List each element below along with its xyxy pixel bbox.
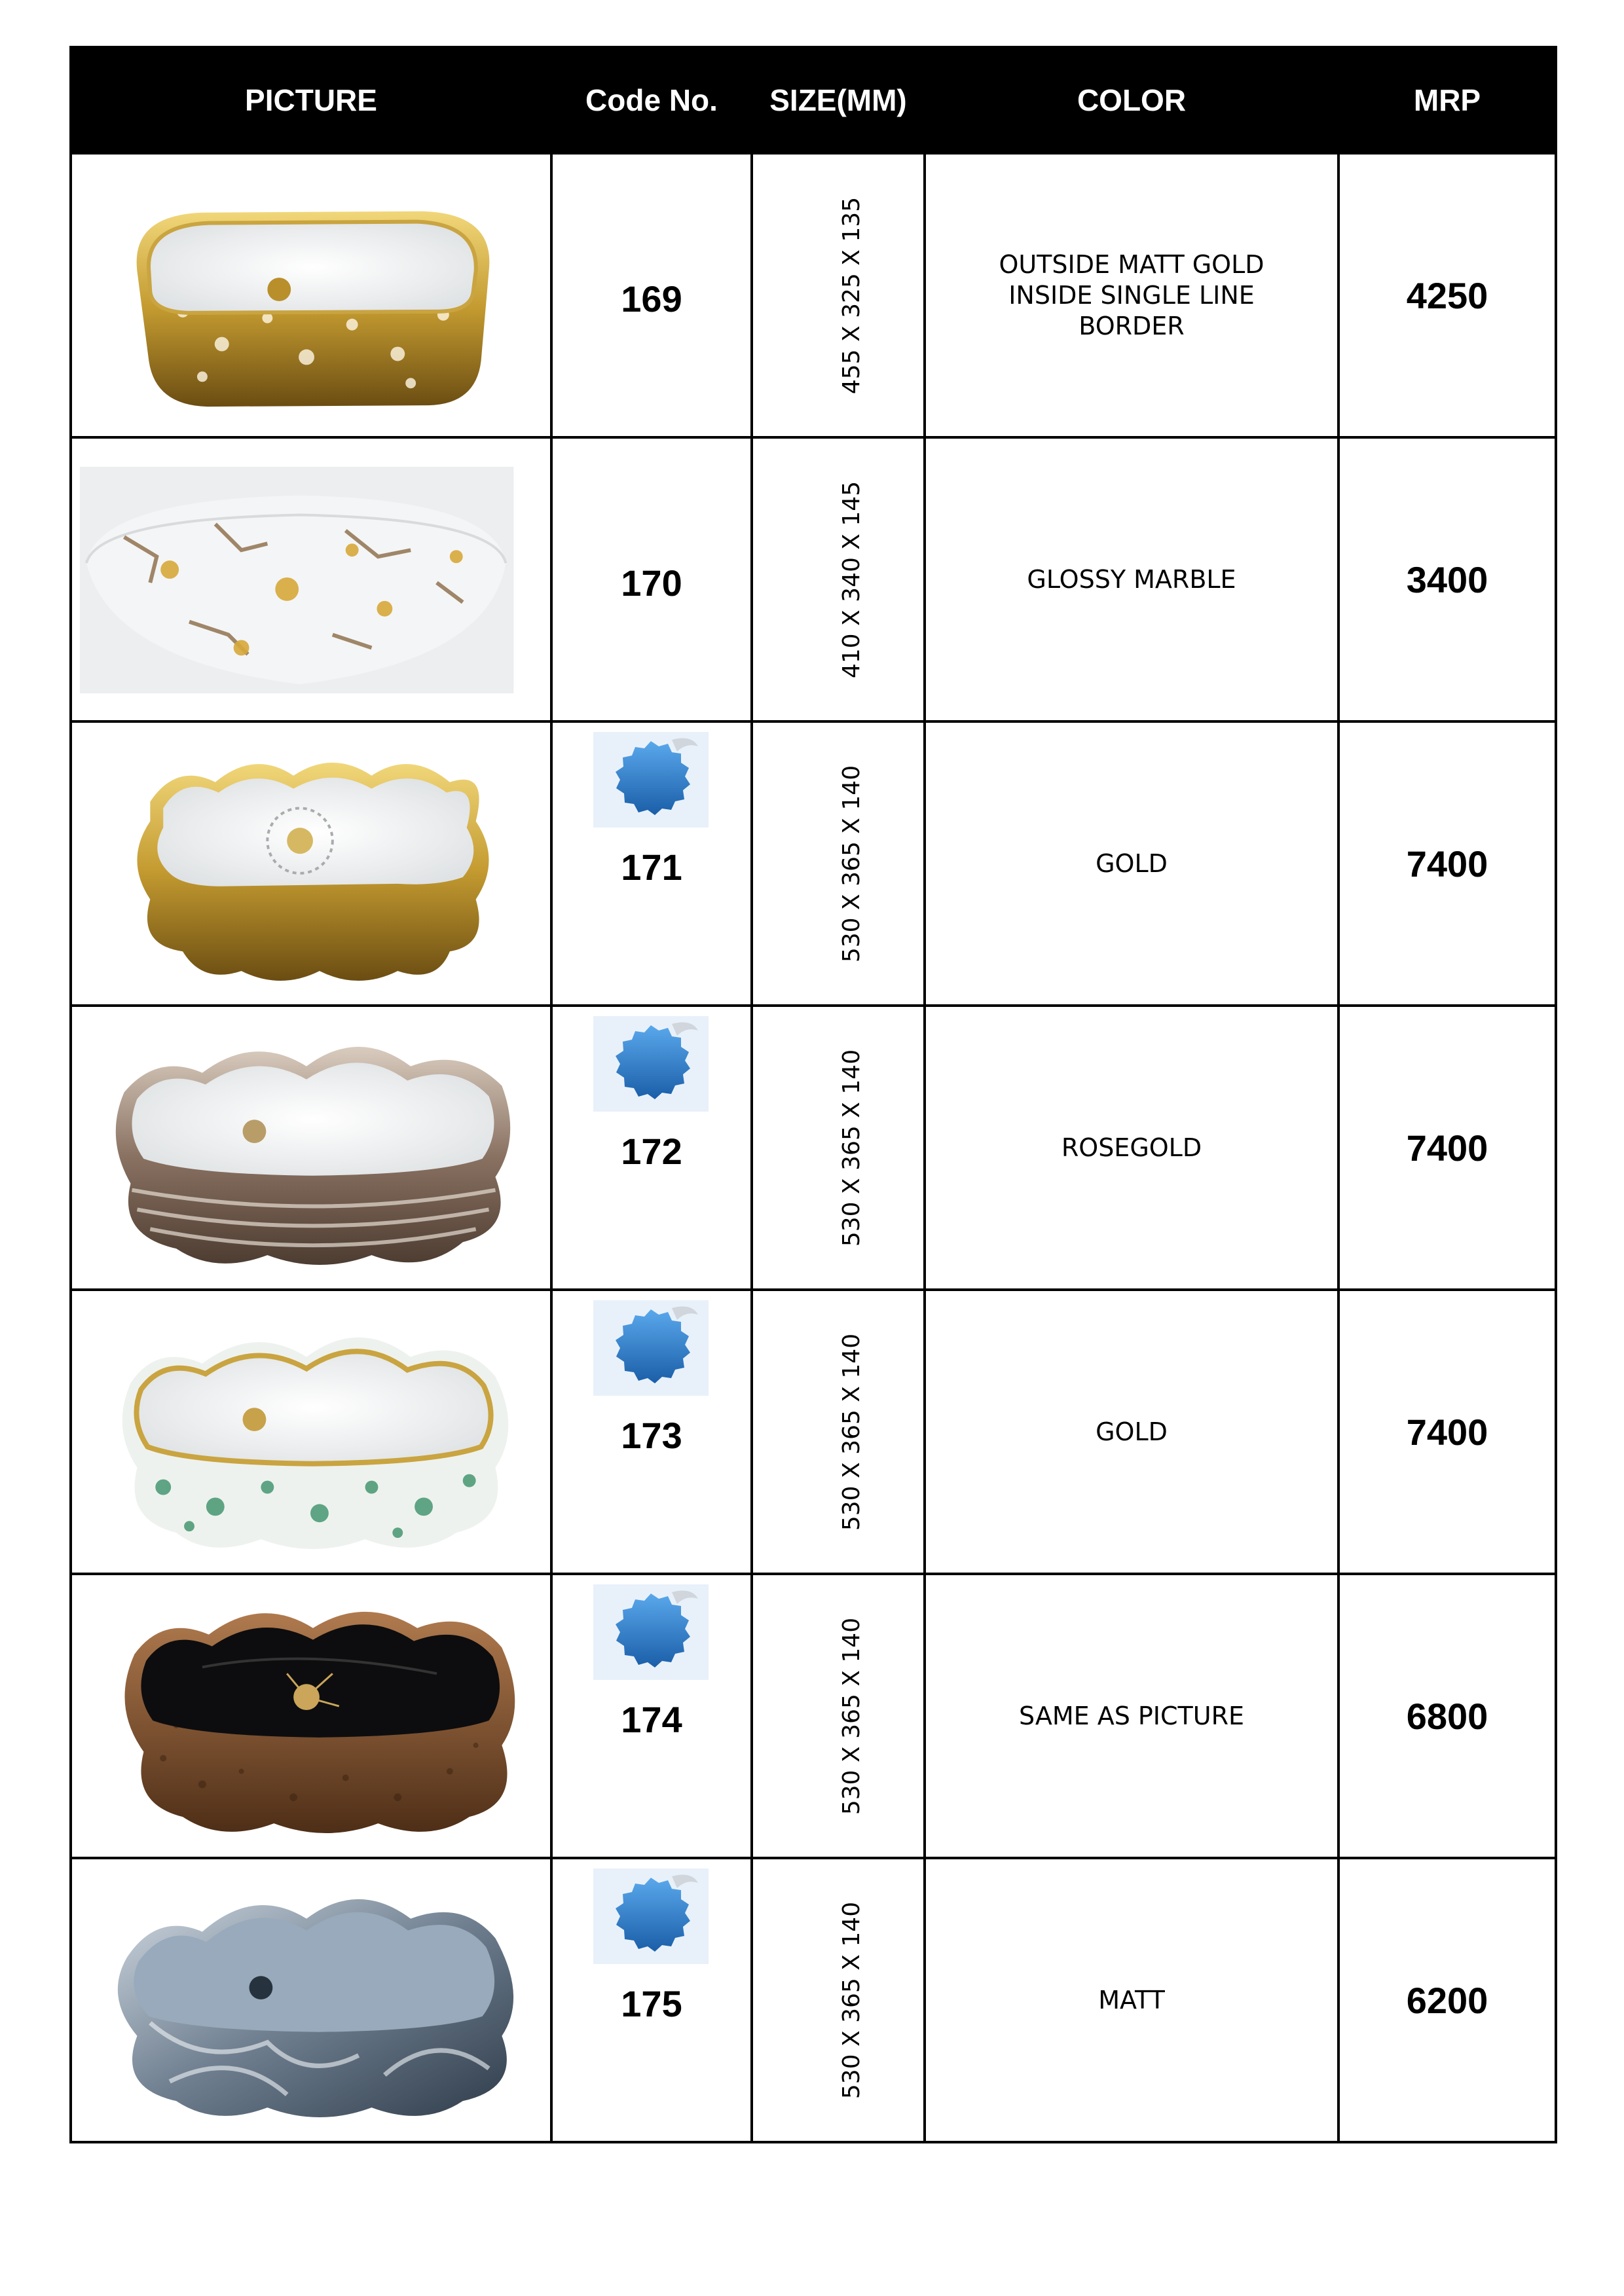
code-cell xyxy=(551,1858,752,2142)
color-value: GLOSSY MARBLE xyxy=(1027,564,1236,594)
header-code: Code No. xyxy=(551,47,752,153)
new-arrival-badge-icon xyxy=(593,732,709,828)
code-value: 171 xyxy=(621,847,682,888)
code-value: 174 xyxy=(621,1699,682,1740)
color-value: ROSEGOLD xyxy=(1061,1133,1202,1162)
basin-wavy-blue-marble-image xyxy=(72,1859,550,2141)
table-row xyxy=(71,1574,1556,1858)
code-value: 175 xyxy=(621,1983,682,2024)
picture-cell xyxy=(71,153,551,437)
color-value: SAME AS PICTURE xyxy=(1019,1701,1244,1730)
size-cell xyxy=(752,1574,925,1858)
mrp-cell xyxy=(1338,1858,1556,2142)
code-cell xyxy=(551,1290,752,1574)
size-cell xyxy=(752,1290,925,1574)
picture-cell xyxy=(71,1858,551,2142)
code-value: 169 xyxy=(621,278,682,319)
color-value: GOLD xyxy=(1096,848,1168,878)
mrp-value: 6200 xyxy=(1406,1979,1488,2021)
mrp-value: 7400 xyxy=(1406,1411,1488,1453)
mrp-value: 7400 xyxy=(1406,1127,1488,1169)
color-value: OUTSIDE MATT GOLD INSIDE SINGLE LINE BORDER xyxy=(999,249,1264,340)
table-row xyxy=(71,437,1556,721)
code-value: 173 xyxy=(621,1415,682,1456)
picture-cell xyxy=(71,721,551,1006)
code-cell xyxy=(551,437,752,721)
new-arrival-badge-icon xyxy=(593,1300,709,1396)
mrp-value: 7400 xyxy=(1406,843,1488,884)
size-value: 530 X 365 X 140 xyxy=(838,1049,866,1247)
mrp-value: 3400 xyxy=(1406,558,1488,600)
picture-cell xyxy=(71,1574,551,1858)
mrp-cell xyxy=(1338,721,1556,1006)
header-color: COLOR xyxy=(925,47,1338,153)
size-cell xyxy=(752,721,925,1006)
code-value: 170 xyxy=(621,562,682,604)
table-row xyxy=(71,153,1556,437)
basin-wavy-green-pattern-image xyxy=(72,1291,550,1573)
color-value: MATT xyxy=(1098,1985,1165,2014)
basin-wavy-black-bronze-image xyxy=(72,1575,550,1857)
mrp-cell xyxy=(1338,437,1556,721)
code-cell xyxy=(551,1006,752,1290)
mrp-value: 6800 xyxy=(1406,1695,1488,1737)
basin-wavy-gold-image xyxy=(72,723,550,1004)
size-value: 455 X 325 X 135 xyxy=(838,196,866,394)
price-table xyxy=(69,46,1557,2143)
size-cell xyxy=(752,1006,925,1290)
table-row xyxy=(71,1290,1556,1574)
header-picture: PICTURE xyxy=(71,47,551,153)
basin-oval-marble-image xyxy=(72,439,550,720)
code-cell xyxy=(551,153,752,437)
code-value: 172 xyxy=(621,1131,682,1172)
header-size: SIZE(MM) xyxy=(752,47,925,153)
table-row xyxy=(71,721,1556,1006)
color-cell xyxy=(925,1574,1338,1858)
header-mrp: MRP xyxy=(1338,47,1556,153)
size-value: 530 X 365 X 140 xyxy=(838,1901,866,2099)
new-arrival-badge-icon xyxy=(593,1584,709,1680)
size-value: 530 X 365 X 140 xyxy=(838,1617,866,1815)
color-value: GOLD xyxy=(1096,1417,1168,1446)
basin-rect-gold-floral-image xyxy=(72,155,550,436)
code-cell xyxy=(551,1574,752,1858)
color-cell xyxy=(925,437,1338,721)
mrp-cell xyxy=(1338,1006,1556,1290)
mrp-cell xyxy=(1338,1290,1556,1574)
table-row xyxy=(71,1006,1556,1290)
color-cell xyxy=(925,721,1338,1006)
mrp-cell xyxy=(1338,1574,1556,1858)
picture-cell xyxy=(71,437,551,721)
picture-cell xyxy=(71,1290,551,1574)
color-cell xyxy=(925,1006,1338,1290)
color-cell xyxy=(925,1290,1338,1574)
size-cell xyxy=(752,153,925,437)
size-cell xyxy=(752,437,925,721)
new-arrival-badge-icon xyxy=(593,1868,709,1964)
new-arrival-badge-icon xyxy=(593,1016,709,1112)
size-value: 530 X 365 X 140 xyxy=(838,765,866,962)
table-row xyxy=(71,1858,1556,2142)
size-cell xyxy=(752,1858,925,2142)
table-header-row xyxy=(71,47,1556,153)
basin-wavy-rosegold-image xyxy=(72,1007,550,1288)
size-value: 530 X 365 X 140 xyxy=(838,1333,866,1531)
mrp-value: 4250 xyxy=(1406,274,1488,316)
code-cell xyxy=(551,721,752,1006)
size-value: 410 X 340 X 145 xyxy=(838,481,866,678)
mrp-cell xyxy=(1338,153,1556,437)
color-cell xyxy=(925,153,1338,437)
color-cell xyxy=(925,1858,1338,2142)
picture-cell xyxy=(71,1006,551,1290)
